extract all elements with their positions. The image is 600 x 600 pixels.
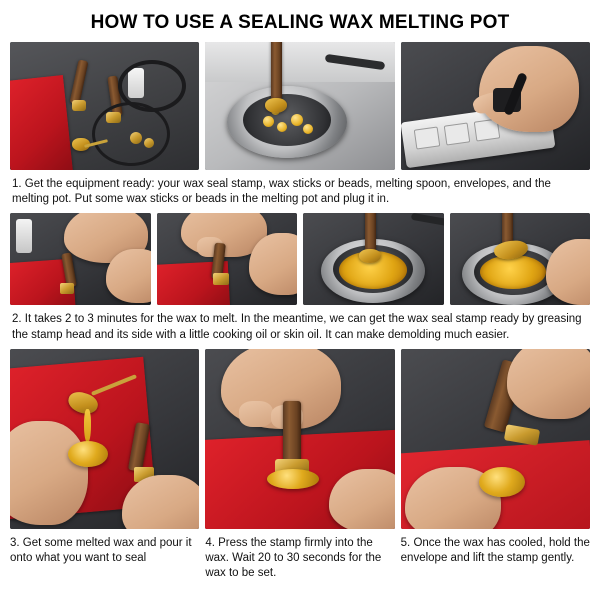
step-5-caption: 5. Once the wax has cooled, hold the envelope and lift the stamp gently. xyxy=(400,536,590,564)
step-1-caption: 1. Get the equipment ready: your wax seal stamp, wax sticks or beads, melting spoon, envelopes, and the melting pot. Put some wax sticks or beads in the melting pot and plug it in. xyxy=(12,178,551,206)
page-title: HOW TO USE A SEALING WAX MELTING POT xyxy=(90,12,510,33)
photo-plug-in xyxy=(401,42,590,170)
step-2-photo-row xyxy=(10,213,590,305)
step-3-caption: 3. Get some melted wax and pour it onto what you want to seal xyxy=(10,536,192,564)
steps-3-5-caption-row xyxy=(10,536,590,582)
photo-lift-stamp xyxy=(401,349,590,529)
photo-pot-with-beads xyxy=(205,42,394,170)
photo-scoop-wax xyxy=(450,213,591,305)
step-1-photo-row xyxy=(10,42,590,170)
photo-grease-stamp xyxy=(157,213,298,305)
photo-melted-wax xyxy=(303,213,444,305)
photo-equipment-layout xyxy=(10,42,199,170)
photo-pour-wax xyxy=(10,349,199,529)
steps-3-5-photo-row xyxy=(10,349,590,529)
step-2-caption: 2. It takes 2 to 3 minutes for the wax to melt. In the meantime, we can get the wax seal stamp ready by greasing the stamp head and its side with a little cooking oil or skin oil. It can make demolding much easier. xyxy=(12,313,582,341)
step-4-caption: 4. Press the stamp firmly into the wax. Wait 20 to 30 seconds for the wax to be set. xyxy=(205,536,382,580)
photo-oil-bottle xyxy=(10,213,151,305)
photo-press-stamp xyxy=(205,349,394,529)
